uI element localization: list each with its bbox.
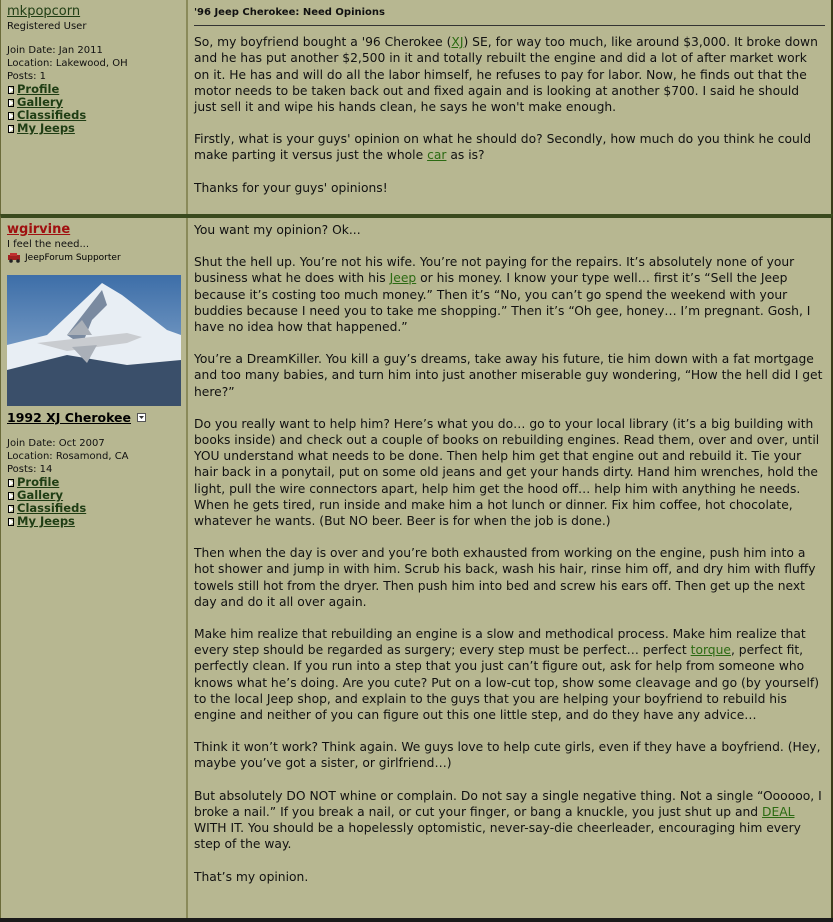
user-info-panel <box>1 218 188 918</box>
arrow-icon <box>8 518 14 526</box>
location: Location: Lakewood, OH <box>7 58 128 69</box>
gallery-link[interactable]: Gallery <box>17 488 64 502</box>
keyword-link[interactable]: DEAL <box>762 804 795 819</box>
post-count: Posts: 1 <box>7 71 47 82</box>
username-link[interactable]: wgirvine <box>7 222 71 237</box>
user-meta <box>7 44 180 83</box>
post-content <box>188 218 831 918</box>
arrow-icon <box>8 479 14 487</box>
keyword-link[interactable]: XJ <box>451 35 464 50</box>
join-date: Join Date: Oct 2007 <box>7 438 105 449</box>
paragraph: You’re a DreamKiller. You kill a guy’s dreams, take away his future, tie him down with a fat mortgage and too many babies, and turn him into just another miserable guy wondering, “How the hell did I get here?” <box>194 352 823 399</box>
paragraph: Then when the day is over and you’re both exhausted from working on the engine, push him into a hot shower and jump in with him. Scrub his back, wash his hair, rinse him off, and dry him with fluffy towels still hot from the dryer. Then push him into bed and screw his ears off. Then get up the next day and do it all over again. <box>194 546 816 609</box>
paragraph: Firstly, what is your guys' opinion on what he should do? Secondly, how much do you think he could make parting it versus just the whole car as is? <box>194 132 812 163</box>
my-jeeps-link[interactable]: My Jeeps <box>17 514 75 528</box>
arrow-icon <box>8 125 14 133</box>
arrow-icon <box>8 112 14 120</box>
paragraph: Shut the hell up. You’re not his wife. You’re not paying for the repairs. It’s absolutely none of your business what he does with his Jeep or his money. I know your type well… first it’s “Sell the Jeep because it’s costing too much money.” Then it’s “No, you can’t go spend the weekend with your buddies because I need you to take me shopping.” Then it’s “Oh gee, honey… I’m pregnant. Gosh, I have no idea how that happened.” <box>194 255 811 335</box>
profile-link[interactable]: Profile <box>17 82 60 96</box>
arrow-icon <box>8 492 14 500</box>
paragraph: Thanks for your guys' opinions! <box>194 180 388 195</box>
location: Location: Rosamond, CA <box>7 451 129 462</box>
paragraph: That’s my opinion. <box>194 869 309 884</box>
arrow-icon <box>8 505 14 513</box>
user-title: Registered User <box>7 21 87 32</box>
user-title: I feel the need... <box>7 239 90 250</box>
chevron-down-icon <box>137 413 146 422</box>
keyword-link[interactable]: Jeep <box>389 271 417 286</box>
my-jeeps-link[interactable]: My Jeeps <box>17 121 75 135</box>
paragraph: Make him realize that rebuilding an engine is a slow and methodical process. Make him realize that every step should be regarded as surgery; every step must be perfect… perfect torque, perfect fit, perfectly clean. If you run into a step that you just can’t figure out, ask for help from someone who knows what he’s doing. Are you cute? Put on a low-cut top, show some cleavage and go (by yourself) to the local Jeep shop, and explain to the guys that you are helping your boyfriend to rebuild his engine and neither of you can figure out this one little step, and do they have any advice… <box>194 627 819 723</box>
supporter-badge <box>7 252 180 263</box>
classifieds-link[interactable]: Classifieds <box>17 108 87 122</box>
user-info-panel <box>1 0 188 214</box>
user-links <box>7 83 180 135</box>
user-links <box>7 476 180 528</box>
avatar <box>7 275 181 406</box>
supporter-label: JeepForum Supporter <box>25 252 121 263</box>
gallery-link[interactable]: Gallery <box>17 95 64 109</box>
ride-name: 1992 XJ Cherokee <box>7 410 132 425</box>
user-meta <box>7 437 180 476</box>
keyword-link[interactable]: car <box>427 148 447 163</box>
jeep-icon <box>7 252 21 263</box>
ride-dropdown[interactable] <box>7 410 180 425</box>
post-count: Posts: 14 <box>7 464 53 475</box>
username-link[interactable]: mkpopcorn <box>7 4 81 19</box>
post-content <box>188 0 831 214</box>
profile-link[interactable]: Profile <box>17 475 60 489</box>
arrow-icon <box>8 99 14 107</box>
join-date: Join Date: Jan 2011 <box>7 45 103 56</box>
arrow-icon <box>8 86 14 94</box>
paragraph: Do you really want to help him? Here’s what you do… go to your local library (it’s a big building with books inside) and check out a couple of books on rebuilding engines. Read them, over and over, until YOU understand what needs to be done. Then help him get that engine out and rebuild it. Tie your hair back in a ponytail, put on some old jeans and get your hands dirty. Hand him wrenches, hold the light, pull the wire connectors apart, help him get the hood off… help him with anything he needs. When he gets tired, run inside and make him a hot lunch or dinner. Fix him coffee, hot chocolate, whatever he wants. (But NO beer. Beer is for when the job is done.) <box>194 416 820 529</box>
paragraph: So, my boyfriend bought a '96 Cherokee (XJ) SE, for way too much, like around $3,000. It broke down and he has put another $2,500 in it and totally rebuilt the engine and did a lot of after market work on it. He has and will do all the labor himself, he refuses to pay for labor. Now, he finds out that the motor needs to be taken back out and fixed again and is looking at another $700. I said he should just sell it and wipe his hands clean, he says he won't make enough. <box>194 35 818 115</box>
post-2 <box>0 214 833 918</box>
paragraph: Think it won’t work? Think again. We guys love to help cute girls, even if they have a boyfriend. (Hey, maybe you’ve got a sister, or girlfriend…) <box>194 740 821 771</box>
keyword-link[interactable]: torque <box>690 643 731 658</box>
post-1 <box>0 0 833 214</box>
paragraph: You want my opinion? Ok... <box>194 223 361 237</box>
classifieds-link[interactable]: Classifieds <box>17 501 87 515</box>
post-title: '96 Jeep Cherokee: Need Opinions <box>194 4 825 26</box>
paragraph: But absolutely DO NOT whine or complain. Do not say a single negative thing. Not a single “Oooooo, I broke a nail.” If you break a nail, or cut your finger, or bang a knuckle, you just shut up and DEAL WITH IT. You should be a hopelessly optomistic, never-say-die cheerleader, encouraging him every step of the way. <box>194 788 822 852</box>
